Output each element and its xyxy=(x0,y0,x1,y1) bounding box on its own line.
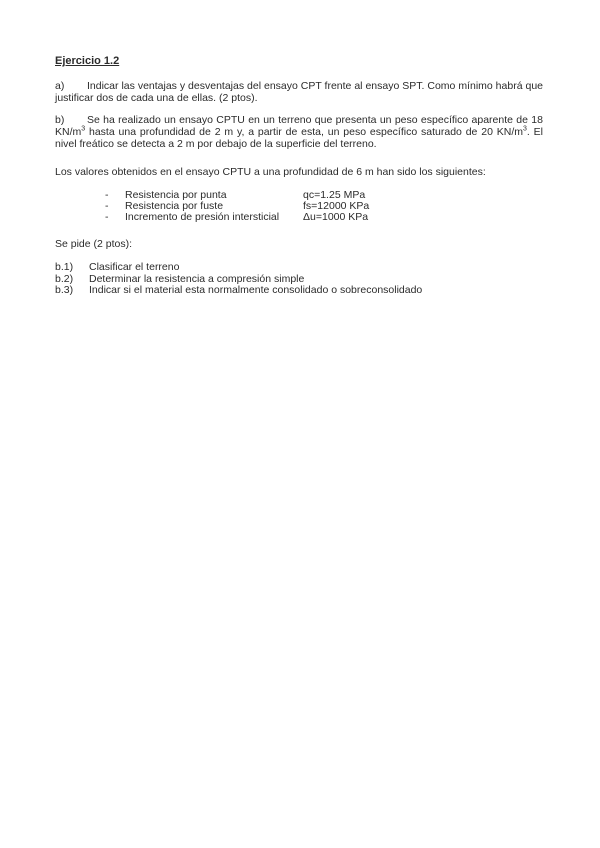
subquestion-text: Indicar si el material esta normalmente consolidado o sobreconsolidado xyxy=(89,284,423,296)
part-b-text-1: Se ha realizado un ensayo CPTU en un terreno que presenta un peso específico aparente de 18 KN/m xyxy=(55,114,543,138)
subquestion-number: b.1) xyxy=(55,261,74,273)
subquestion-text: Determinar la resistencia a compresión simple xyxy=(89,272,305,285)
value-label: Resistencia por punta xyxy=(125,189,227,201)
value-text: Δu=1000 KPa xyxy=(303,211,369,223)
value-text: fs=12000 KPa xyxy=(303,200,370,212)
subquestion-number: b.3) xyxy=(55,284,74,296)
part-a-paragraph xyxy=(55,80,543,104)
subquestion-text: Clasificar el terreno xyxy=(89,261,180,273)
ask-line: Se pide (2 ptos): xyxy=(55,238,133,250)
part-b-text-3: . El nivel freático se detecta a 2 m por debajo de la superficie del terreno. xyxy=(55,126,543,150)
exercise-title: Ejercicio 1.2 xyxy=(55,55,120,67)
values-list xyxy=(105,190,369,223)
part-a-text: Indicar las ventajas y desventajas del ensayo CPT frente al ensayo SPT. Como mínimo habrá que justificar dos de cada una de ellas. (2 ptos). xyxy=(55,80,543,104)
list-item xyxy=(55,285,543,297)
part-a-label: a) xyxy=(55,80,65,92)
values-intro: Los valores obtenidos en el ensayo CPTU a una profundidad de 6 m han sido los siguientes: xyxy=(55,166,486,178)
list-dash: - xyxy=(105,189,109,201)
list-dash: - xyxy=(105,200,109,212)
list-dash: - xyxy=(105,211,109,223)
value-label: Resistencia por fuste xyxy=(125,200,224,212)
part-b-sup-1: 3 xyxy=(81,125,86,133)
part-b-text-2: hasta una profundidad de 2 m y, a partir de esta, un peso específico saturado de 20 KN/m xyxy=(85,126,523,138)
part-b-paragraph xyxy=(55,114,543,150)
value-text: qc=1.25 MPa xyxy=(303,189,366,201)
subquestions-list xyxy=(55,262,543,297)
part-b-sup-2: 3 xyxy=(523,125,527,133)
subquestion-number: b.2) xyxy=(55,272,74,285)
list-item xyxy=(105,212,369,223)
value-label: Incremento de presión intersticial xyxy=(125,211,280,223)
part-b-label: b) xyxy=(55,114,65,126)
